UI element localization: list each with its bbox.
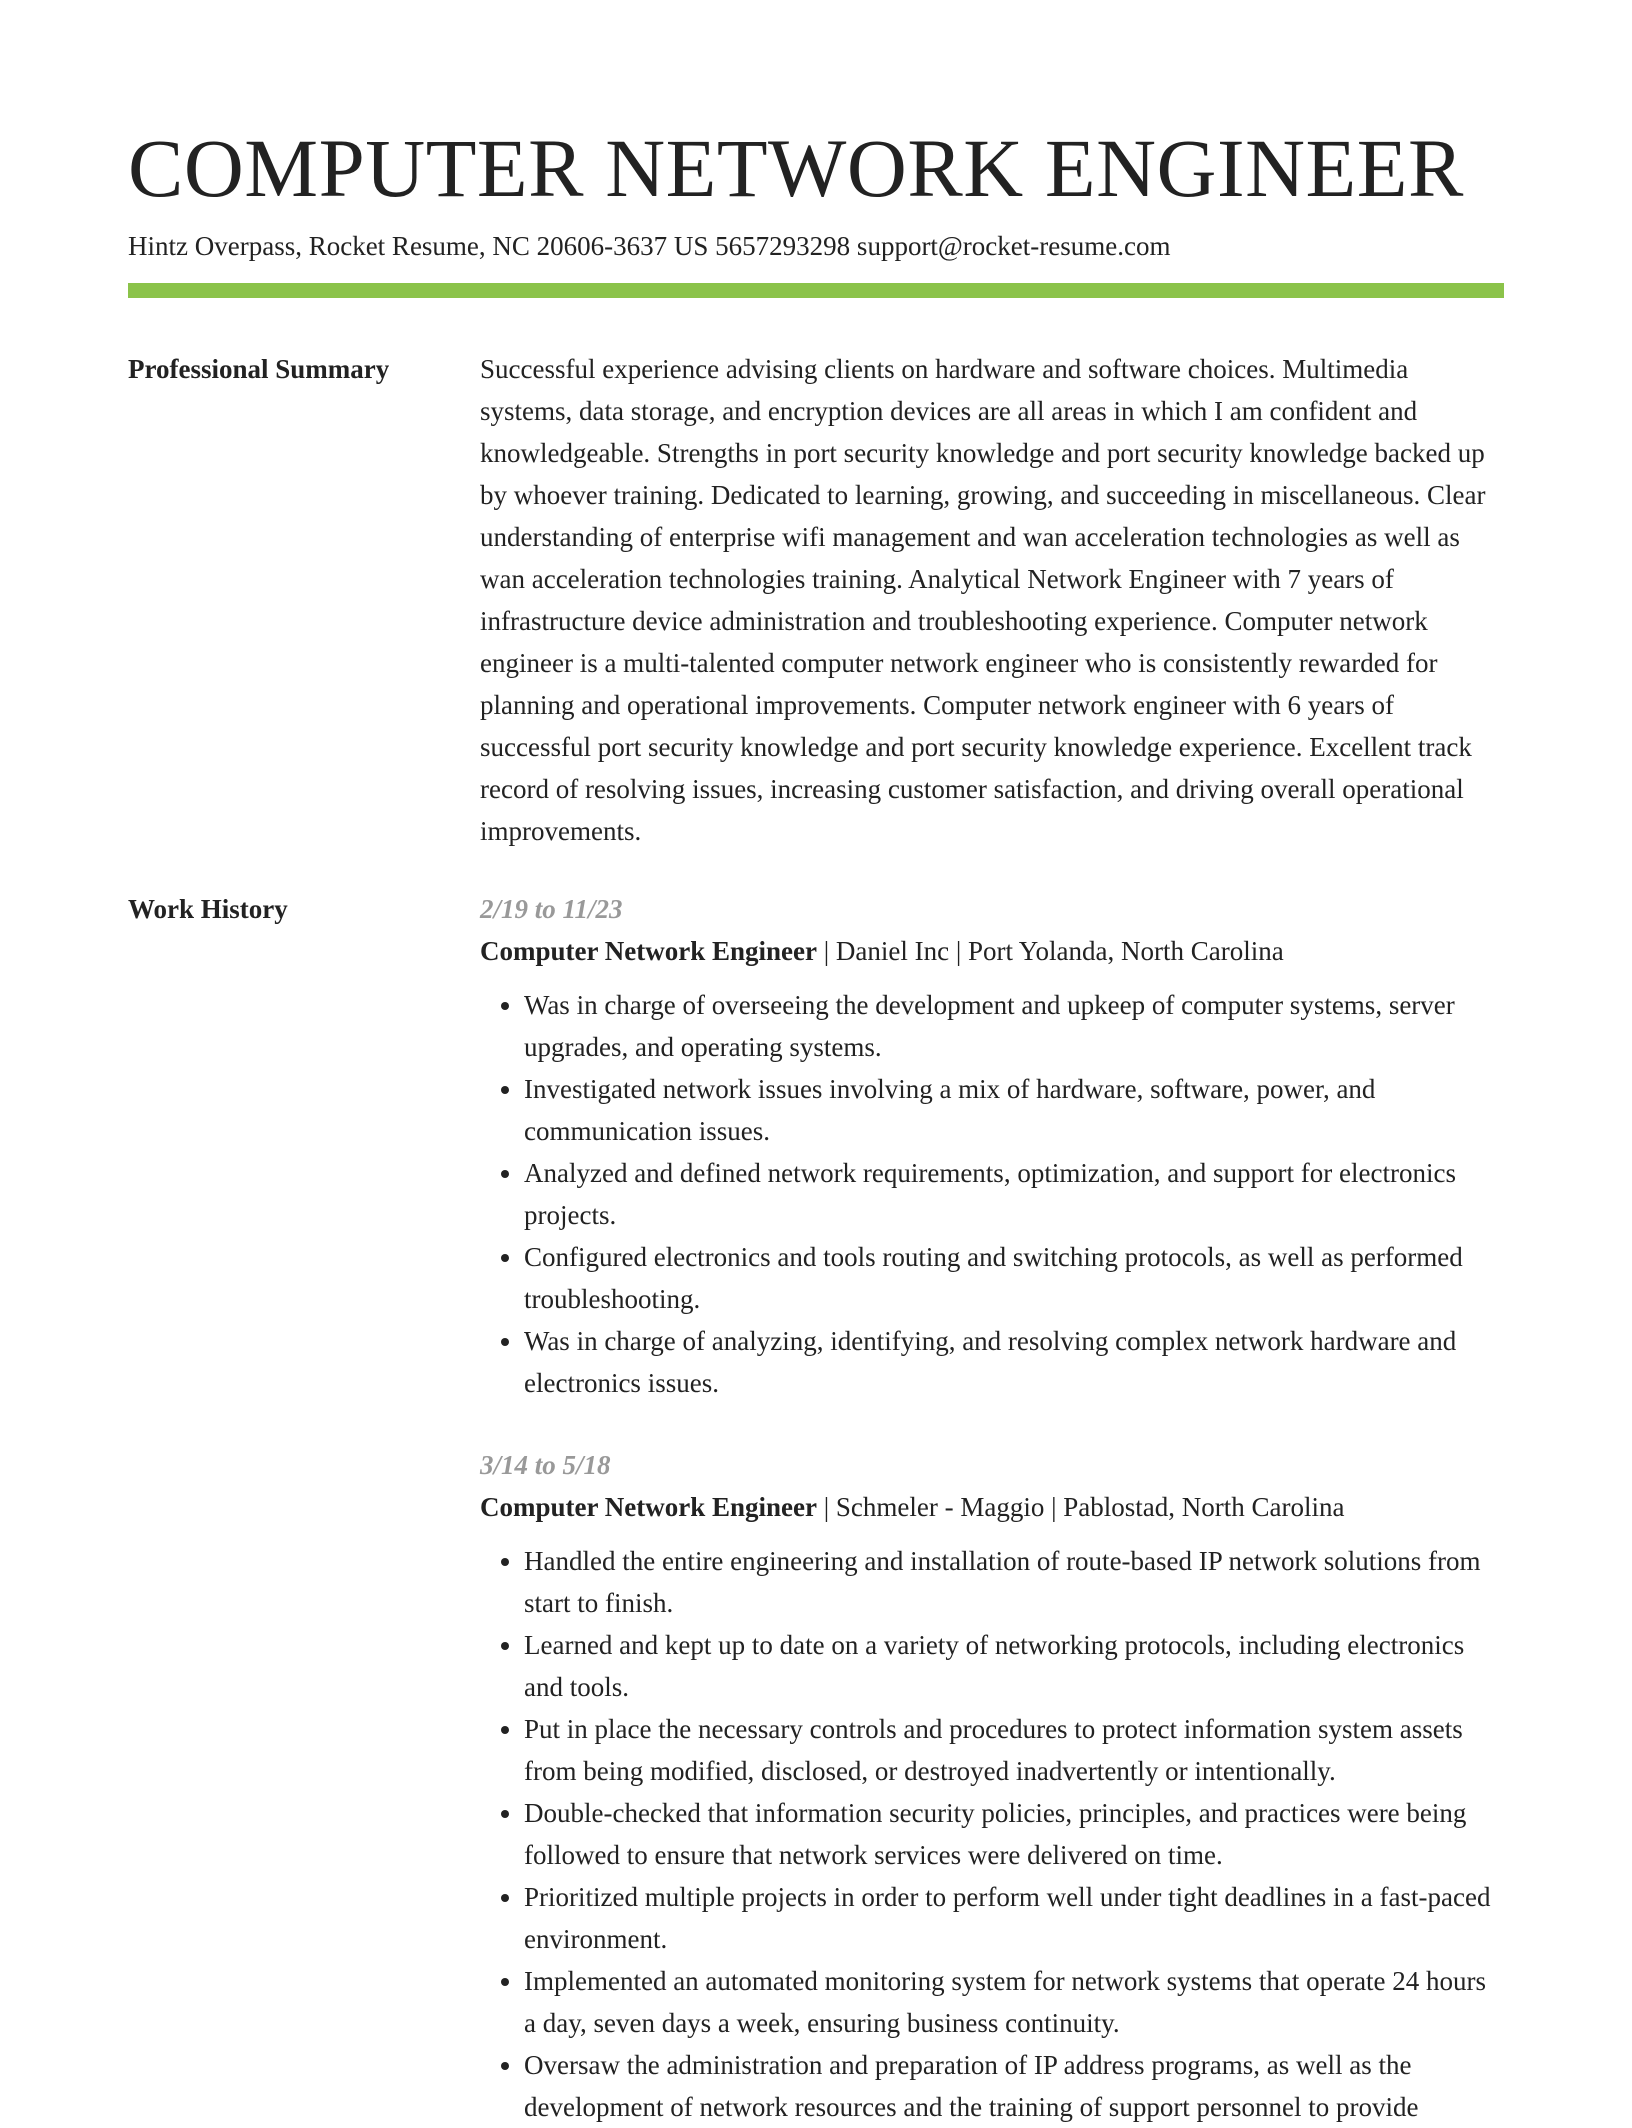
work-history-body	[480, 888, 1504, 2128]
job-company: Schmeler - Maggio	[835, 1492, 1045, 1522]
professional-summary-section	[128, 348, 1504, 852]
job-title: Computer Network Engineer	[480, 936, 817, 966]
section-label-summary: Professional Summary	[128, 354, 390, 384]
job-bullet: • Implemented an automated monitoring system for network systems that operate 24 hours a day, seven days a week, ensuring business continuity.	[524, 1960, 1504, 2044]
job-bullet: • Learned and kept up to date on a variety of networking protocols, including electronics and tools.	[524, 1624, 1504, 1708]
job-bullet: • Configured electronics and tools routing and switching protocols, as well as performed troubleshooting.	[524, 1236, 1504, 1320]
resume-page	[128, 0, 1504, 2128]
job-header	[480, 930, 1504, 972]
job-bullet: • Prioritized multiple projects in order to perform well under tight deadlines in a fast-paced environment.	[524, 1876, 1504, 1960]
job-separator: |	[816, 936, 836, 966]
section-label-work-history: Work History	[128, 894, 288, 924]
job-entry	[480, 1444, 1504, 2128]
work-history-section	[128, 888, 1504, 2128]
summary-body	[480, 348, 1504, 852]
job-bullet: • Investigated network issues involving a mix of hardware, software, power, and communication issues.	[524, 1068, 1504, 1152]
job-dates: 3/14 to 5/18	[480, 1450, 611, 1480]
job-bullet-list	[480, 984, 1504, 1404]
job-bullet: • Was in charge of analyzing, identifying, and resolving complex network hardware and electronics issues.	[524, 1320, 1504, 1404]
job-location: Port Yolanda, North Carolina	[967, 936, 1284, 966]
job-separator: |	[816, 1492, 836, 1522]
job-bullet-list	[480, 1540, 1504, 2128]
job-bullet: • Double-checked that information security policies, principles, and practices were being followed to ensure that network services were delivered on time.	[524, 1792, 1504, 1876]
job-separator: |	[949, 936, 968, 966]
job-title: Computer Network Engineer	[480, 1492, 817, 1522]
accent-divider	[128, 283, 1504, 298]
job-dates: 2/19 to 11/23	[480, 894, 623, 924]
job-company: Daniel Inc	[835, 936, 950, 966]
job-bullet: • Analyzed and defined network requirements, optimization, and support for electronics projects.	[524, 1152, 1504, 1236]
job-bullet: • Put in place the necessary controls and procedures to protect information system assets from being modified, disclosed, or destroyed inadvertently or intentionally.	[524, 1708, 1504, 1792]
job-location: Pablostad, North Carolina	[1063, 1492, 1345, 1522]
job-header	[480, 1486, 1504, 1528]
job-entry	[480, 888, 1504, 1404]
job-bullet: • Was in charge of overseeing the development and upkeep of computer systems, server upgrades, and operating systems.	[524, 984, 1504, 1068]
job-bullet: • Handled the entire engineering and installation of route-based IP network solutions from start to finish.	[524, 1540, 1504, 1624]
resume-title: COMPUTER NETWORK ENGINEER	[128, 122, 1464, 214]
job-bullet: • Oversaw the administration and preparation of IP address programs, as well as the development of network resources and the training of support personnel to provide	[524, 2044, 1504, 2128]
contact-line: Hintz Overpass, Rocket Resume, NC 20606-3637 US 5657293298 support@rocket-resume.com	[128, 231, 1171, 261]
job-separator: |	[1044, 1492, 1064, 1522]
summary-text: Successful experience advising clients on hardware and software choices. Multimedia systems, data storage, and encryption devices are all areas in which I am confident and knowledgeable. Strengths in port security knowledge and port security knowledge backed up by whoever training. Dedicated to learning, growing, and succeeding in miscellaneous. Clear understanding of enterprise wifi management and wan acceleration technologies as well as wan acceleration technologies training. Analytical Network Engineer with 7 years of infrastructure device administration and troubleshooting experience. Computer network engineer is a multi-talented computer network engineer who is consistently rewarded for planning and operational improvements. Computer network engineer with 6 years of successful port security knowledge and port security knowledge experience. Excellent track record of resolving issues, increasing customer satisfaction, and driving overall operational improvements.	[480, 354, 1486, 846]
